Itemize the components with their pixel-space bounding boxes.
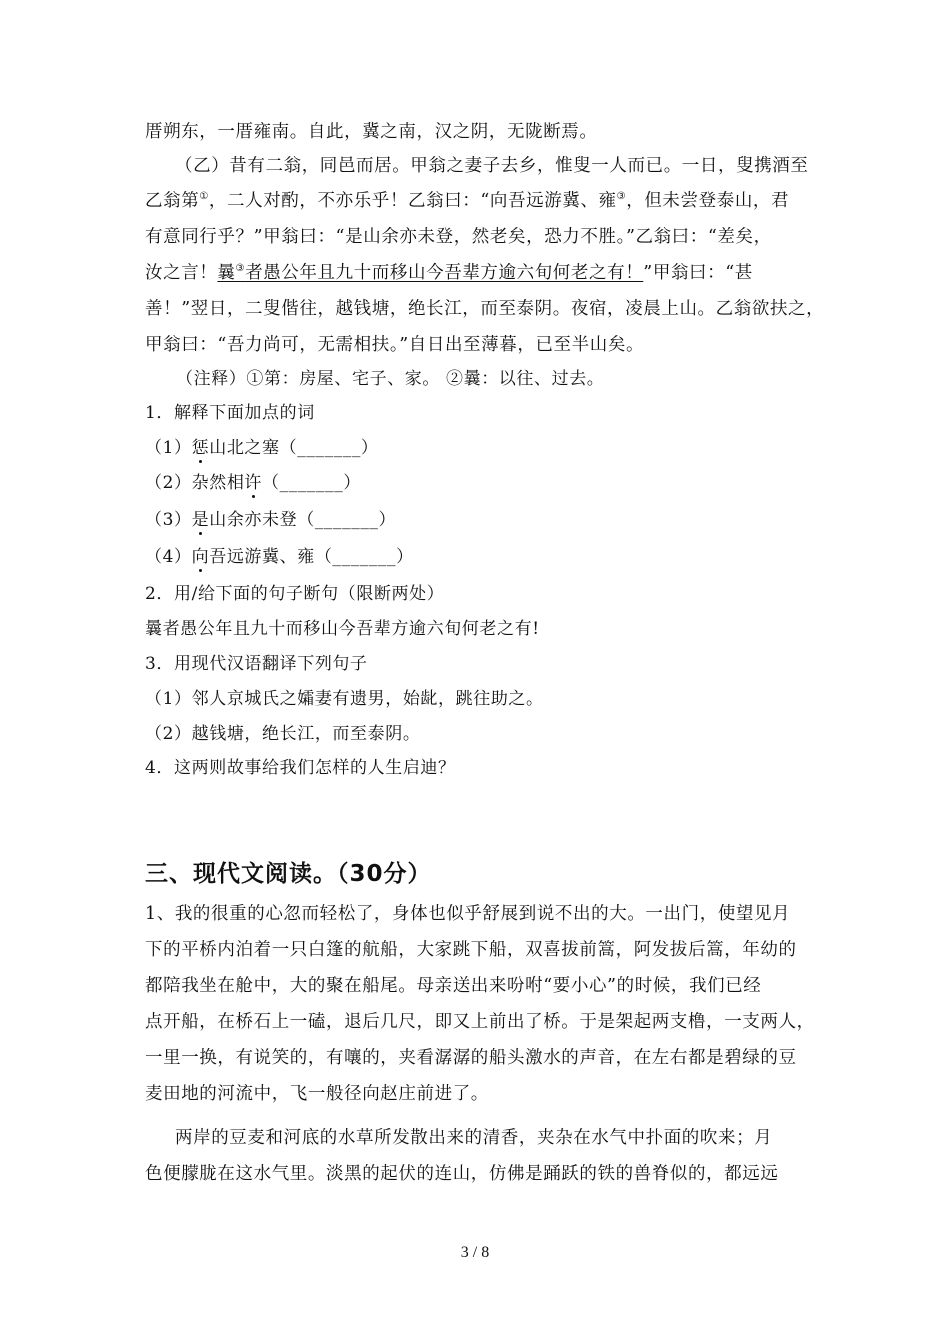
- question-1-item: （1）惩山北之塞（_______）: [145, 438, 379, 458]
- reading-line: 色便朦胧在这水气里。淡黑的起伏的连山，仿佛是踊跃的铁的兽脊似的，都远远: [145, 1164, 779, 1184]
- passage-line: 甲翁曰：“吾力尚可，无需相扶。”自日出至薄暮，已至半山矣。: [145, 335, 645, 355]
- annotation-note: （注释）①第：房屋、宅子、家。 ②曩：以往、过去。: [176, 369, 605, 389]
- question-2-text: 曩者愚公年且九十而移山今吾辈方逾六旬何老之有!: [145, 619, 540, 639]
- dotted-word: 惩: [191, 438, 210, 458]
- reading-line: 点开船，在桥石上一磕，退后几尺，即又上前出了桥。于是架起两支橹，一支两人，: [145, 1012, 815, 1032]
- reading-line: 1、我的很重的心忽而轻松了，身体也似乎舒展到说不出的大。一出门，使望见月: [145, 904, 791, 924]
- dotted-word: 许: [244, 473, 263, 493]
- reading-line: 下的平桥内泊着一只白篷的航船，大家跳下船，双喜拔前篙，阿发拔后篙，年幼的: [145, 940, 797, 960]
- question-4-title: 4．这两则故事给我们怎样的人生启迪？: [145, 758, 456, 778]
- question-1-item: （4）向吾远游冀、雍（_______）: [145, 547, 414, 567]
- passage-line: 有意同行乎？”甲翁曰：“是山余亦未登，然老矣，恐力不胜。”乙翁曰：“差矣，: [145, 227, 772, 247]
- dotted-word: 向: [191, 547, 210, 567]
- question-1-item: （3）是山余亦未登（_______）: [145, 510, 397, 530]
- passage-line: （乙）昔有二翁，同邑而居。甲翁之妻子去乡，惟叟一人而已。一日，叟携酒至: [175, 156, 809, 176]
- passage-line: 乙翁第①，二人对酌，不亦乐乎！乙翁曰：“向吾远游冀、雍③，但未尝登泰山，君: [145, 191, 790, 211]
- page-number: 3 / 8: [460, 1244, 490, 1261]
- passage-line: 汝之言！曩③者愚公年且九十而移山今吾辈方逾六旬何老之有！”甲翁曰：“甚: [145, 263, 753, 283]
- question-3-item: （2）越钱塘，绝长江，而至泰阴。: [145, 724, 421, 744]
- question-1-item: （2）杂然相许（_______）: [145, 473, 361, 493]
- question-3-title: 3．用现代汉语翻译下列句子: [145, 654, 368, 674]
- question-2-title: 2．用/给下面的句子断句（限断两处）: [145, 584, 445, 604]
- footnote-marker: ③: [616, 191, 627, 202]
- reading-line: 两岸的豆麦和河底的水草所发散出来的清香，夹杂在水气中扑面的吹来；月: [175, 1128, 773, 1148]
- question-1-title: 1．解释下面加点的词: [145, 403, 315, 423]
- underlined-sentence: 曩③者愚公年且九十而移山今吾辈方逾六旬何老之有！: [217, 263, 644, 283]
- footnote-marker: ①: [199, 191, 209, 202]
- question-3-item: （1）邻人京城氏之孀妻有遗男，始龀，跳往助之。: [145, 689, 544, 709]
- reading-line: 麦田地的河流中，飞一般径向赵庄前进了。: [145, 1084, 489, 1104]
- reading-line: 都陪我坐在舱中，大的聚在船尾。母亲送出来吩咐“要小心”的时候，我们已经: [145, 976, 762, 996]
- passage-line: 善！”翌日，二叟偕往，越钱塘，绝长江，而至泰阴。夜宿，凌晨上山。乙翁欲扶之，: [145, 299, 825, 319]
- section-heading: 三、现代文阅读。（30分）: [145, 861, 432, 887]
- reading-line: 一里一换，有说笑的，有嚷的，夹看潺潺的船头激水的声音，在左右都是碧绿的豆: [145, 1048, 797, 1068]
- dotted-word: 是: [191, 510, 210, 530]
- passage-line: 厝朔东，一厝雍南。自此，冀之南，汉之阴，无陇断焉。: [145, 122, 598, 142]
